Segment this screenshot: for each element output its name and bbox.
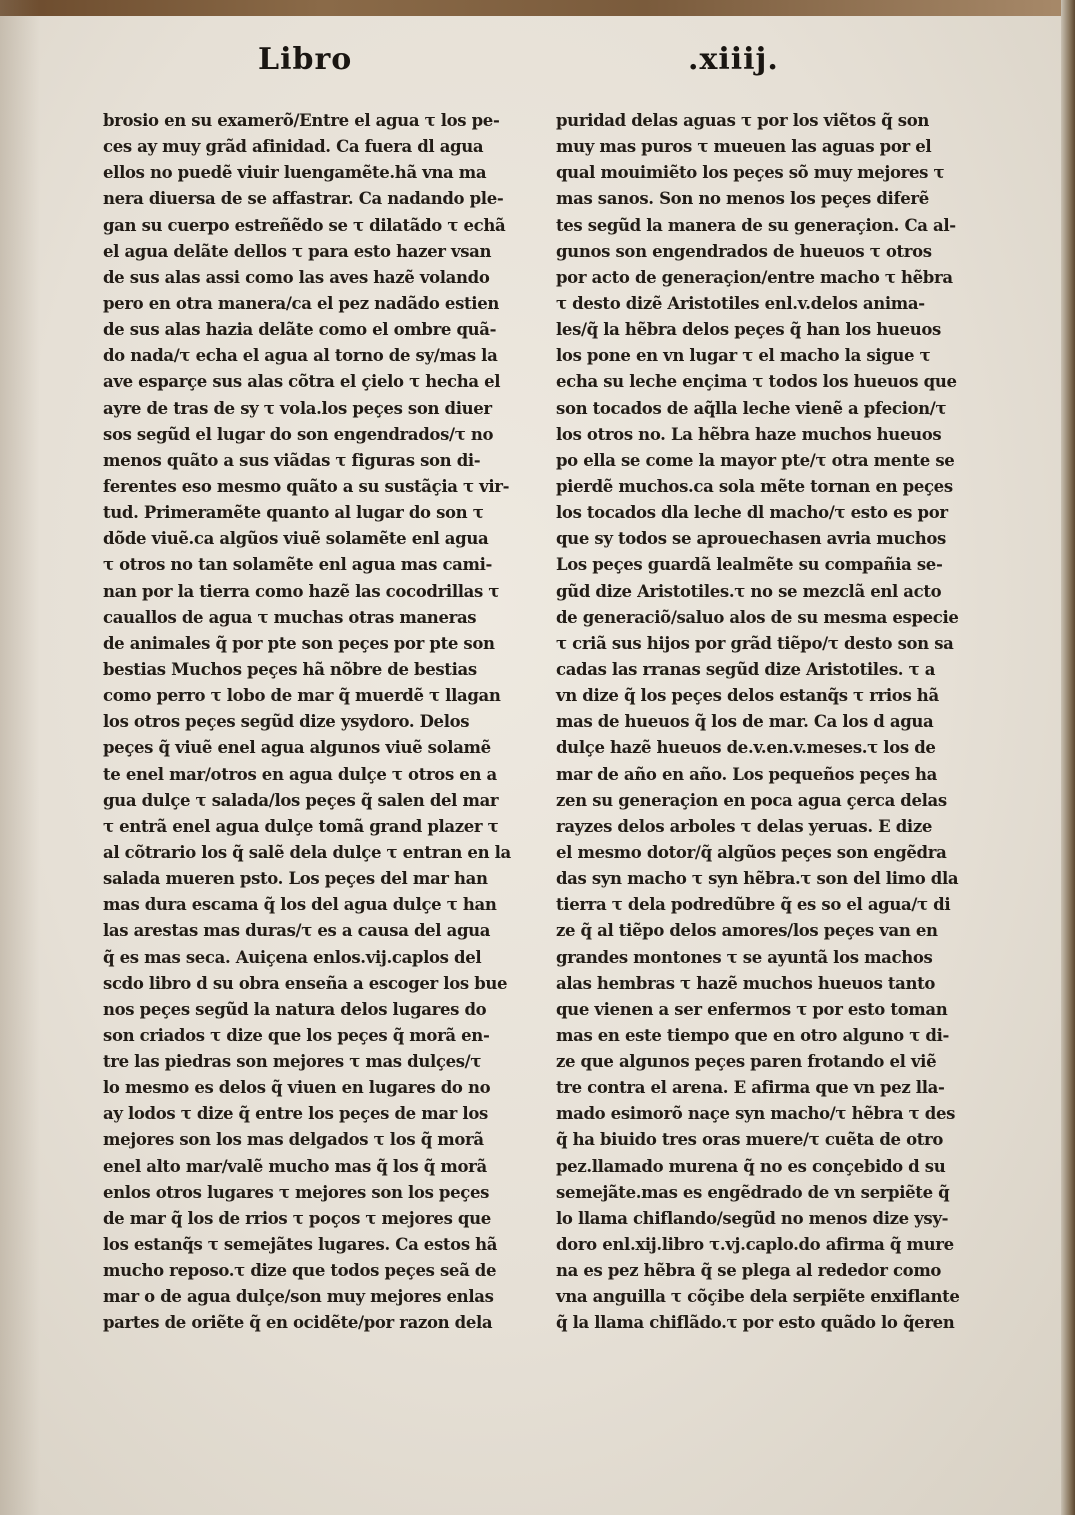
text-line: pierdẽ muchos.ca sola mẽte tornan en peçes xyxy=(556,476,953,496)
text-line: partes de oriẽte q̃ en ocidẽte/por razon dela xyxy=(103,1313,493,1333)
text-line: gunos son engendrados de hueuos τ otros xyxy=(556,241,932,261)
text-line: Los peçes guardã lealmẽte su compañia se‑ xyxy=(556,555,943,575)
text-line: brosio en su examerõ/Entre el agua τ los pe‑ xyxy=(103,111,500,130)
text-line: τ entrã enel agua dulçe tomã grand plazer τ xyxy=(103,816,499,836)
text-line: gan su cuerpo estreñẽdo se τ dilatãdo τ echã xyxy=(103,215,506,235)
text-line: vn dize q̃ los peçes delos estanq̃s τ rrios hã xyxy=(556,686,939,706)
text-line: nan por la tierra como hazẽ las cocodrillas τ xyxy=(103,581,500,601)
text-line: son tocados de aq̃lla leche vienẽ a pfecion/τ xyxy=(556,398,947,418)
text-line: ferentes eso mesmo quãto a su sustãçia τ vir‑ xyxy=(103,476,510,496)
left-text-column xyxy=(103,108,523,1337)
text-line: dõde viuẽ.ca algũos viuẽ solamẽte enl agua xyxy=(103,529,489,549)
text-line: peçes q̃ viuẽ enel agua algunos viuẽ solamẽ xyxy=(103,738,491,758)
text-line: salada mueren psto. Los peçes del mar han xyxy=(103,869,488,889)
text-line: das syn macho τ syn hẽbra.τ son del limo dla xyxy=(556,869,959,889)
text-line: pez.llamado murena q̃ no es conçebido d su xyxy=(556,1156,946,1176)
text-line: nera diuersa de se affastrar. Ca nadando ple‑ xyxy=(103,189,504,209)
right-text-column xyxy=(556,108,966,1337)
text-line: menos quãto a sus viãdas τ figuras son di‑ xyxy=(103,450,481,470)
text-line: enel alto mar/valẽ mucho mas q̃ los q̃ morã xyxy=(103,1156,487,1176)
text-line: enlos otros lugares τ mejores son los peçes xyxy=(103,1182,490,1202)
text-line: tre contra el arena. E afirma que vn pez lla‑ xyxy=(556,1078,945,1098)
text-line: como perro τ lobo de mar q̃ muerdẽ τ llagan xyxy=(103,686,501,706)
text-line: lo llama chiflando/segũd no menos dize ysy‑ xyxy=(556,1208,949,1228)
text-line: muy mas puros τ mueuen las aguas por el xyxy=(556,137,932,157)
text-line: mar o de agua dulçe/son muy mejores enlas xyxy=(103,1287,494,1307)
text-line: tierra τ dela podredũbre q̃ es so el agua/τ di xyxy=(556,895,951,915)
text-line: τ criã sus hijos por grãd tiẽpo/τ desto son sa xyxy=(556,633,954,653)
page-top-edge xyxy=(0,0,1075,16)
text-line: mas en este tiempo que en otro alguno τ di‑ xyxy=(556,1025,949,1045)
text-line: cadas las rranas segũd dize Aristotiles. τ a xyxy=(556,659,936,679)
text-line: los otros peçes segũd dize ysydoro. Delos xyxy=(103,712,470,732)
text-line: mejores son los mas delgados τ los q̃ morã xyxy=(103,1130,484,1150)
text-line: ze q̃ al tiẽpo delos amores/los peçes van en xyxy=(556,921,938,941)
text-line: echa su leche ençima τ todos los hueuos que xyxy=(556,372,957,392)
text-line: nos peçes segũd la natura delos lugares do xyxy=(103,999,487,1019)
text-line: mas de hueuos q̃ los de mar. Ca los d agua xyxy=(556,712,934,732)
text-line: que sy todos se aprouechasen avria muchos xyxy=(556,529,946,549)
text-line: de animales q̃ por pte son peçes por pte son xyxy=(103,633,495,653)
text-line: gua dulçe τ salada/los peçes q̃ salen del mar xyxy=(103,790,499,810)
text-line: tre las piedras son mejores τ mas dulçes/τ xyxy=(103,1052,482,1072)
text-line: sos segũd el lugar do son engendrados/τ no xyxy=(103,424,494,444)
text-line: na es pez hẽbra q̃ se plega al rededor como xyxy=(556,1261,942,1281)
text-line: do nada/τ echa el agua al torno de sy/mas la xyxy=(103,346,498,366)
text-line: alas hembras τ hazẽ muchos hueuos tanto xyxy=(556,973,936,993)
text-line: q̃ ha biuido tres oras muere/τ cuẽta de otro xyxy=(556,1130,944,1150)
text-line: de generaciõ/saluo alos de su mesma especie xyxy=(556,607,959,627)
text-line: tud. Primeramẽte quanto al lugar do son τ xyxy=(103,503,484,523)
text-line: pero en otra manera/ca el pez nadãdo estien xyxy=(103,293,499,313)
text-line: ayre de tras de sy τ vola.los peçes son diuer xyxy=(103,398,492,418)
text-line: ellos no puedẽ viuir luengamẽte.hã vna ma xyxy=(103,163,487,183)
text-line: q̃ la llama chiflãdo.τ por esto quãdo lo q̃eren xyxy=(556,1313,955,1333)
page-gutter-shade xyxy=(0,0,40,1515)
text-line: semejãte.mas es engẽdrado de vn serpiẽte q̃ xyxy=(556,1182,950,1202)
text-line: cauallos de agua τ muchas otras maneras xyxy=(103,607,477,627)
text-line: scdo libro d su obra enseña a escoger los bue xyxy=(103,973,508,993)
text-line: vna anguilla τ cõçibe dela serpiẽte enxiflante xyxy=(556,1287,960,1307)
text-line: de sus alas assi como las aves hazẽ volando xyxy=(103,267,490,287)
text-line: son criados τ dize que los peçes q̃ morã en‑ xyxy=(103,1025,490,1045)
text-line: q̃ es mas seca. Auiçena enlos.vij.caplos del xyxy=(103,947,482,967)
text-line: de sus alas hazia delãte como el ombre quã‑ xyxy=(103,320,497,340)
text-line: zen su generaçion en poca agua çerca delas xyxy=(556,790,947,810)
folio-number: .xiiij. xyxy=(688,42,779,77)
page-right-edge xyxy=(1061,0,1075,1515)
text-line: qual mouimiẽto los peçes sõ muy mejores τ xyxy=(556,163,945,183)
page-header xyxy=(0,42,1075,92)
text-line: el agua delãte dellos τ para esto hazer vsan xyxy=(103,241,492,261)
text-line: ay lodos τ dize q̃ entre los peçes de mar los xyxy=(103,1104,488,1124)
text-line: te enel mar/otros en agua dulçe τ otros en a xyxy=(103,764,497,784)
text-line: po ella se come la mayor pte/τ otra mente se xyxy=(556,450,955,470)
text-line: bestias Muchos peçes hã nõbre de bestias xyxy=(103,659,477,679)
text-line: mas sanos. Son no menos los peçes diferẽ xyxy=(556,189,929,209)
text-line: rayzes delos arboles τ delas yeruas. E dize xyxy=(556,816,933,836)
text-line: los otros no. La hẽbra haze muchos hueuos xyxy=(556,424,942,444)
text-line: gũd dize Aristotiles.τ no se mezclã enl acto xyxy=(556,581,942,601)
text-line: por acto de generaçion/entre macho τ hẽbra xyxy=(556,267,953,287)
text-line: puridad delas aguas τ por los viẽtos q̃ son xyxy=(556,111,930,130)
text-line: tes segũd la manera de su generaçion. Ca al‑ xyxy=(556,215,956,235)
text-line: les/q̃ la hẽbra delos peçes q̃ han los hueuos xyxy=(556,320,941,340)
text-line: doro enl.xij.libro τ.vj.caplo.do afirma q̃ mure xyxy=(556,1235,954,1255)
text-line: los pone en vn lugar τ el macho la sigue τ xyxy=(556,346,931,366)
text-line: los tocados dla leche dl macho/τ esto es por xyxy=(556,503,948,523)
text-line: ze que algunos peçes paren frotando el viẽ xyxy=(556,1052,937,1072)
text-line: mucho reposo.τ dize que todos peçes seã de xyxy=(103,1261,497,1281)
text-line: mar de año en año. Los pequeños peçes ha xyxy=(556,764,937,784)
text-line: τ desto dizẽ Aristotiles enl.v.delos anima‑ xyxy=(556,293,925,313)
text-line: mado esimorõ naçe syn macho/τ hẽbra τ des xyxy=(556,1104,956,1124)
text-line: ave esparçe sus alas cõtra el çielo τ hecha el xyxy=(103,372,501,392)
text-line: ces ay muy grãd afinidad. Ca fuera dl agua xyxy=(103,137,484,157)
text-line: dulçe hazẽ hueuos de.v.en.v.meses.τ los de xyxy=(556,738,936,758)
text-line: de mar q̃ los de rrios τ poços τ mejores que xyxy=(103,1208,491,1228)
text-line: grandes montones τ se ayuntã los machos xyxy=(556,947,933,967)
text-line: mas dura escama q̃ los del agua dulçe τ han xyxy=(103,895,497,915)
text-line: el mesmo dotor/q̃ algũos peçes son engẽdra xyxy=(556,842,947,862)
text-line: que vienen a ser enfermos τ por esto toman xyxy=(556,999,948,1019)
text-line: al cõtrario los q̃ salẽ dela dulçe τ entran en la xyxy=(103,842,511,862)
text-line: lo mesmo es delos q̃ viuen en lugares do no xyxy=(103,1078,491,1098)
text-line: los estanq̃s τ semejãtes lugares. Ca estos hã xyxy=(103,1235,498,1255)
running-head: Libro xyxy=(258,42,353,77)
text-line: τ otros no tan solamẽte enl agua mas cami‑ xyxy=(103,555,493,575)
text-line: las arestas mas duras/τ es a causa del agua xyxy=(103,921,491,941)
